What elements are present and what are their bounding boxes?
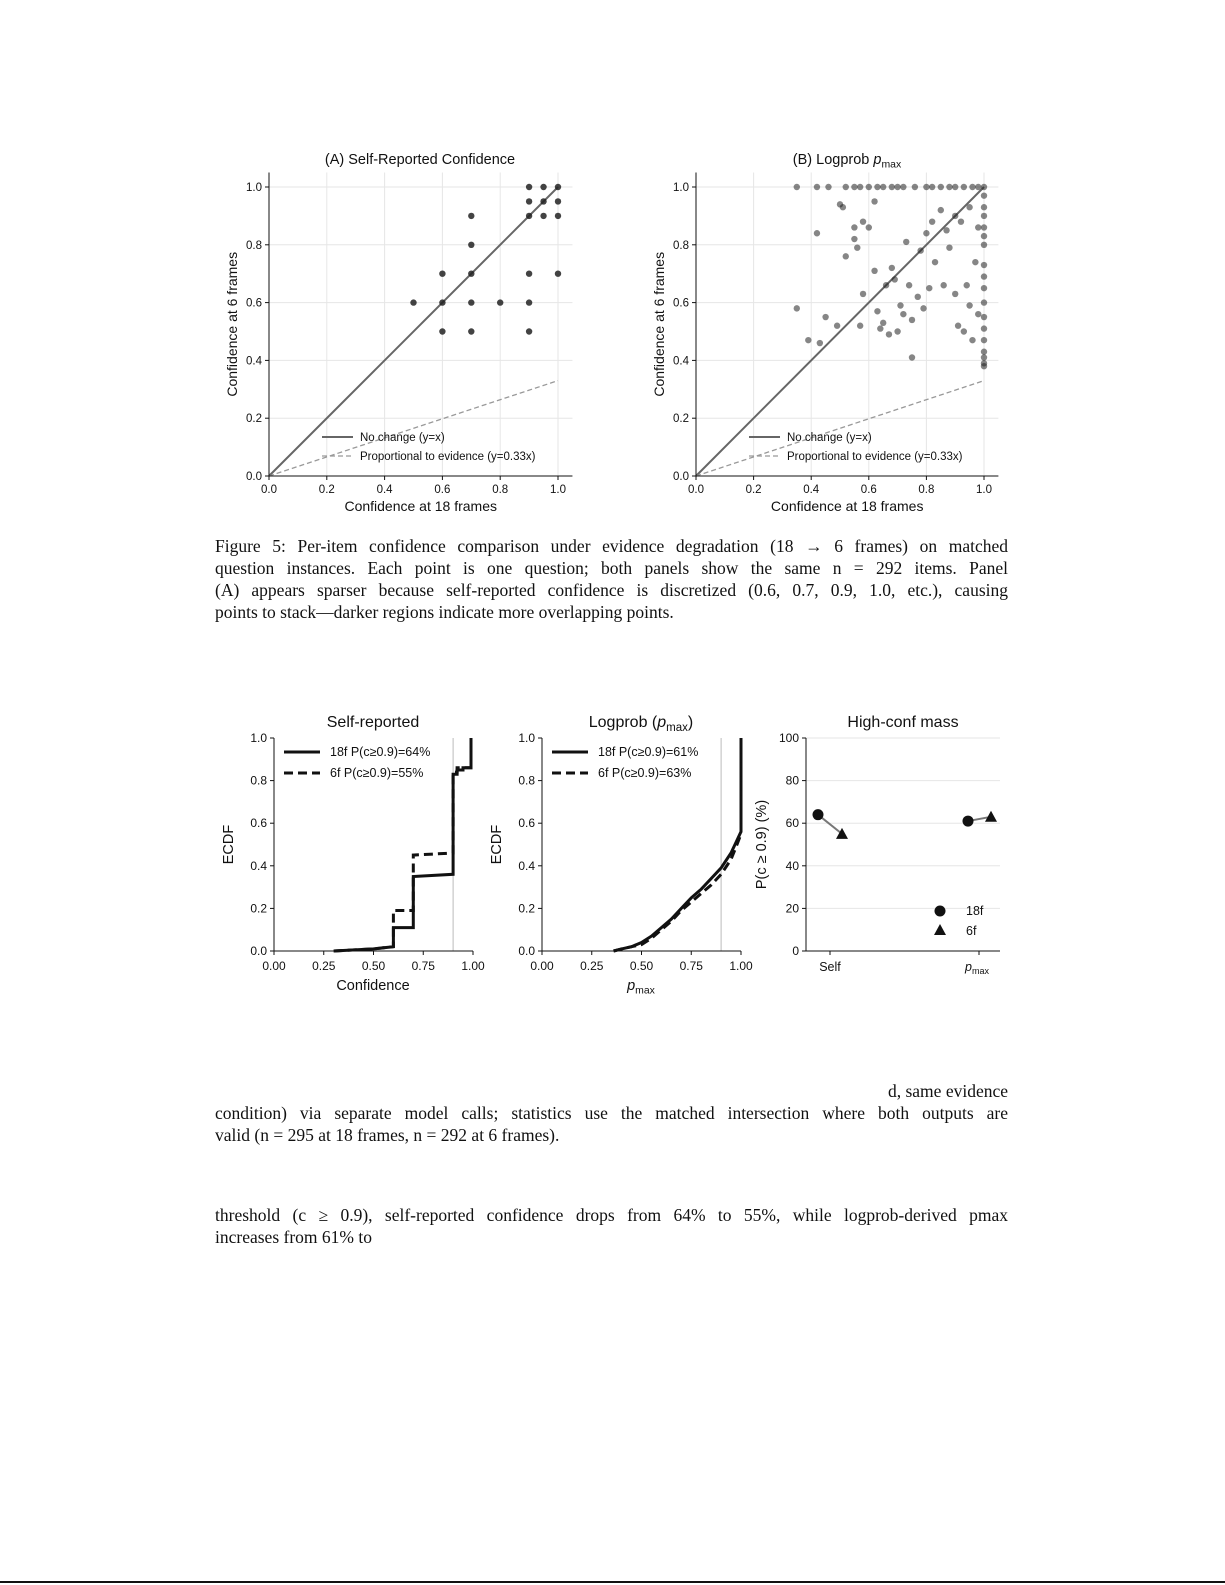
ecdf-logprob-x-label: $p_{max}$: [627, 978, 655, 997]
caption-line-3: (A) appears sparser because self-reported confidence is discretized (0.6, 0.7, 0.9, 1.0, etc.), causing: [215, 580, 1008, 600]
data-point: [526, 271, 532, 277]
data-point: [886, 331, 892, 337]
data-point: [814, 184, 820, 190]
data-point: [966, 302, 972, 308]
legend-18f-label: 18f P(c≥0.9)=64%: [330, 745, 431, 759]
data-point: [969, 337, 975, 343]
data-point: [972, 259, 978, 265]
x-tick-label: 0.2: [745, 484, 762, 496]
x-axis-label: Confidence at 18 frames: [344, 498, 497, 514]
x-tick-label: 0.00: [262, 959, 286, 973]
data-point: [981, 213, 987, 219]
data-point: [981, 349, 987, 355]
data-point: [938, 207, 944, 213]
x-tick-label: 0.6: [434, 484, 451, 496]
y-tick-label: 0.0: [518, 944, 535, 958]
data-point: [540, 184, 546, 190]
x-tick-label: 1.0: [976, 484, 992, 496]
data-point: [794, 184, 800, 190]
data-point: [825, 184, 831, 190]
y-tick-label: 0.8: [518, 773, 535, 788]
y-tick-label: 1.0: [246, 182, 262, 194]
data-point: [946, 184, 952, 190]
data-point: [946, 244, 952, 250]
data-point: [468, 271, 474, 277]
data-point: [843, 184, 849, 190]
data-point: [468, 242, 474, 248]
data-point: [952, 213, 958, 219]
x-tick-label: 1.0: [550, 484, 566, 496]
y-tick-label: 0.8: [250, 773, 267, 788]
data-point: [926, 285, 932, 291]
y-tick-label: 1.0: [250, 731, 267, 745]
data-point: [860, 291, 866, 297]
data-point: [932, 259, 938, 265]
data-point: [955, 323, 961, 329]
data-point: [952, 291, 958, 297]
x-tick-label: 0.4: [803, 484, 820, 496]
data-point: [981, 184, 987, 190]
page-bottom-rule: [0, 1581, 1225, 1583]
data-point: [981, 262, 987, 268]
data-point: [874, 184, 880, 190]
mass-y-axis-label: P(c ≥ 0.9) (%): [754, 799, 770, 890]
data-point: [526, 184, 532, 190]
x-tick-label: 0.75: [679, 959, 703, 973]
caption-line-2: question instances. Each point is one question; both panels show the same n = 292 items. Panel: [215, 558, 1008, 578]
panel-a-title: (A) Self-Reported Confidence: [324, 152, 516, 168]
data-point: [981, 285, 987, 291]
legend-identity-label: No change (y=x): [787, 432, 872, 444]
data-point: [923, 184, 929, 190]
legend-6f-label: 6f P(c≥0.9)=63%: [598, 766, 692, 780]
body-line-1: d, same evidence: [887, 1081, 1008, 1101]
y-tick-label: 0.0: [673, 471, 689, 483]
ecdf-logprob-title: Logprob $(p_{max})$: [588, 714, 694, 734]
y-tick-label: 60: [785, 816, 799, 831]
y-tick-label: 0.2: [518, 901, 535, 916]
data-point: [981, 242, 987, 248]
data-point: [981, 314, 987, 320]
mass-panel: [754, 714, 1000, 976]
x-tick-label: 0.8: [492, 484, 509, 496]
data-point: [900, 184, 906, 190]
data-point: [923, 230, 929, 236]
data-point: [468, 328, 474, 334]
panel-b-title: (B) Logprob $p_{max}$: [792, 152, 902, 171]
legend-18f-label: 18f P(c≥0.9)=61%: [598, 745, 699, 759]
y-axis-label: ECDF: [221, 824, 237, 865]
legend-6f-marker: [934, 924, 946, 935]
data-point: [940, 282, 946, 288]
y-tick-label: 0.2: [246, 413, 262, 426]
panel-a: [224, 152, 572, 514]
data-point: [880, 320, 886, 326]
data-point: [526, 198, 532, 204]
data-point: [900, 311, 906, 317]
y-tick-label: 0.6: [673, 297, 689, 310]
y-tick-label: 0.2: [250, 901, 267, 916]
data-point: [851, 236, 857, 242]
data-point: [540, 198, 546, 204]
body-line-5: increases from 61% to: [215, 1227, 372, 1247]
data-point: [874, 308, 880, 314]
y-tick-label: 0: [792, 944, 799, 958]
data-point: [439, 271, 445, 277]
data-point: [468, 213, 474, 219]
legend-18f-marker: [935, 906, 946, 917]
x-tick-label: 0.50: [361, 959, 386, 973]
data-point: [894, 184, 900, 190]
y-tick-label: 0.8: [246, 239, 262, 252]
y-tick-label: 0.4: [673, 355, 689, 368]
data-point: [981, 363, 987, 369]
data-point: [857, 323, 863, 329]
data-point: [851, 184, 857, 190]
figure5-caption: [215, 535, 1008, 623]
data-point: [871, 268, 877, 274]
data-point: [969, 184, 975, 190]
data-point: [975, 311, 981, 317]
data-point: [943, 227, 949, 233]
x-axis-label: Confidence at 18 frames: [770, 498, 924, 514]
y-tick-label: 0.2: [673, 413, 689, 426]
x-tick-label: 1.00: [461, 959, 485, 973]
data-point: [961, 328, 967, 334]
x-tick-label: 1.00: [729, 959, 753, 973]
panel-b: [651, 152, 998, 514]
data-point: [794, 305, 800, 311]
data-point: [860, 218, 866, 224]
y-tick-label: 1.0: [673, 182, 689, 194]
data-point: [903, 239, 909, 245]
data-point: [929, 218, 935, 224]
ecdf-logprob-panel: [489, 714, 753, 997]
x-tick-label: 0.8: [918, 484, 935, 496]
data-point: [883, 282, 889, 288]
y-axis-label: Confidence at 6 frames: [224, 251, 240, 397]
x-tick-label: 0.2: [318, 484, 335, 496]
data-point: [909, 317, 915, 323]
x-tick-label: 0.25: [580, 959, 604, 973]
data-point: [981, 354, 987, 360]
y-tick-label: 0.6: [518, 816, 535, 831]
legend-identity-label: No change (y=x): [360, 432, 445, 444]
data-point: [439, 299, 445, 305]
data-point: [822, 314, 828, 320]
caption-line-4: points to stack—darker regions indicate more overlapping points.: [215, 602, 674, 622]
data-point: [877, 325, 883, 331]
data-point: [497, 299, 503, 305]
data-point: [555, 198, 561, 204]
data-point: [929, 184, 935, 190]
y-tick-label: 0.6: [246, 297, 262, 310]
data-point: [966, 204, 972, 210]
x-tick-label: 0.0: [261, 484, 277, 496]
data-point: [981, 325, 987, 331]
data-point: [915, 294, 921, 300]
data-point: [894, 328, 900, 334]
y-tick-label: 20: [785, 901, 799, 916]
data-point: [468, 299, 474, 305]
data-point: [880, 184, 886, 190]
legend-proportional-label: Proportional to evidence (y=0.33x): [360, 451, 536, 463]
data-point: [897, 302, 903, 308]
y-tick-label: 40: [785, 858, 799, 873]
data-point: [555, 213, 561, 219]
y-tick-label: 0.4: [246, 355, 262, 368]
y-tick-label: 100: [778, 731, 799, 745]
data-point: [866, 184, 872, 190]
mass-point-18f: [963, 816, 974, 827]
data-point: [975, 184, 981, 190]
data-point: [857, 184, 863, 190]
data-point: [981, 224, 987, 230]
y-tick-label: 0.6: [250, 816, 267, 831]
y-tick-label: 0.4: [250, 858, 267, 873]
y-tick-label: 80: [785, 773, 799, 788]
y-tick-label: 0.0: [246, 471, 262, 483]
data-point: [975, 224, 981, 230]
data-point: [892, 276, 898, 282]
data-point: [981, 273, 987, 279]
data-point: [439, 328, 445, 334]
legend-18f-label: 18f: [966, 904, 984, 918]
ecdf-self-x-label: Confidence: [336, 978, 410, 994]
data-point: [917, 247, 923, 253]
data-point: [410, 299, 416, 305]
x-tick-label: 0.0: [688, 484, 704, 496]
data-point: [555, 271, 561, 277]
data-point: [851, 224, 857, 230]
data-point: [555, 184, 561, 190]
data-point: [938, 184, 944, 190]
data-point: [958, 218, 964, 224]
y-axis-label: Confidence at 6 frames: [651, 251, 667, 397]
legend-6f-label: 6f: [966, 924, 977, 938]
data-point: [981, 233, 987, 239]
data-point: [981, 299, 987, 305]
body-line-3: valid (n = 295 at 18 frames, n = 292 at 6 frames).: [215, 1125, 560, 1145]
caption-line-1: Figure 5: Per-item confidence comparison under evidence degradation (18 → 6 frames) on matched: [215, 536, 1008, 556]
mass-title: High-conf mass: [847, 714, 959, 731]
data-point: [961, 184, 967, 190]
y-tick-label: 1.0: [518, 731, 535, 745]
data-point: [540, 213, 546, 219]
ecdf-self-panel: [221, 714, 485, 994]
body-line-4: threshold (c ≥ 0.9), self-reported confidence drops from 64% to 55%, while logprob-derived pmax: [215, 1205, 1008, 1225]
y-tick-label: 0.8: [673, 239, 689, 252]
y-axis-label: ECDF: [489, 824, 505, 865]
data-point: [912, 184, 918, 190]
x-tick-label: 0.6: [860, 484, 877, 496]
x-tick-label: 0.4: [376, 484, 393, 496]
data-point: [843, 253, 849, 259]
ecdf-self-title: Self-reported: [326, 714, 420, 731]
data-point: [906, 282, 912, 288]
x-tick-label: 0.75: [411, 959, 435, 973]
x-tick-label: 0.50: [629, 959, 654, 973]
data-point: [840, 204, 846, 210]
y-tick-label: 0.0: [250, 944, 267, 958]
data-point: [981, 204, 987, 210]
mass-x-tick-self: Self: [819, 960, 841, 974]
data-point: [909, 354, 915, 360]
data-point: [526, 299, 532, 305]
legend-proportional-label: Proportional to evidence (y=0.33x): [787, 451, 963, 463]
data-point: [920, 305, 926, 311]
data-point: [889, 184, 895, 190]
mass-point-18f: [813, 809, 824, 820]
data-point: [889, 265, 895, 271]
data-point: [526, 328, 532, 334]
x-tick-label: 0.25: [312, 959, 336, 973]
data-point: [866, 224, 872, 230]
data-point: [814, 230, 820, 236]
mass-x-tick-pmax: $p_{max}$: [965, 960, 989, 977]
data-point: [834, 323, 840, 329]
data-point: [981, 337, 987, 343]
data-point: [981, 192, 987, 198]
data-point: [854, 244, 860, 250]
body-line-2: condition) via separate model calls; statistics use the matched intersection where both outputs are: [215, 1103, 1008, 1123]
y-tick-label: 0.4: [518, 858, 535, 873]
x-tick-label: 0.00: [530, 959, 554, 973]
data-point: [871, 198, 877, 204]
legend-6f-label: 6f P(c≥0.9)=55%: [330, 766, 424, 780]
data-point: [952, 184, 958, 190]
data-point: [805, 337, 811, 343]
data-point: [526, 213, 532, 219]
mass-point-6f: [985, 811, 997, 822]
data-point: [964, 282, 970, 288]
data-point: [817, 340, 823, 346]
